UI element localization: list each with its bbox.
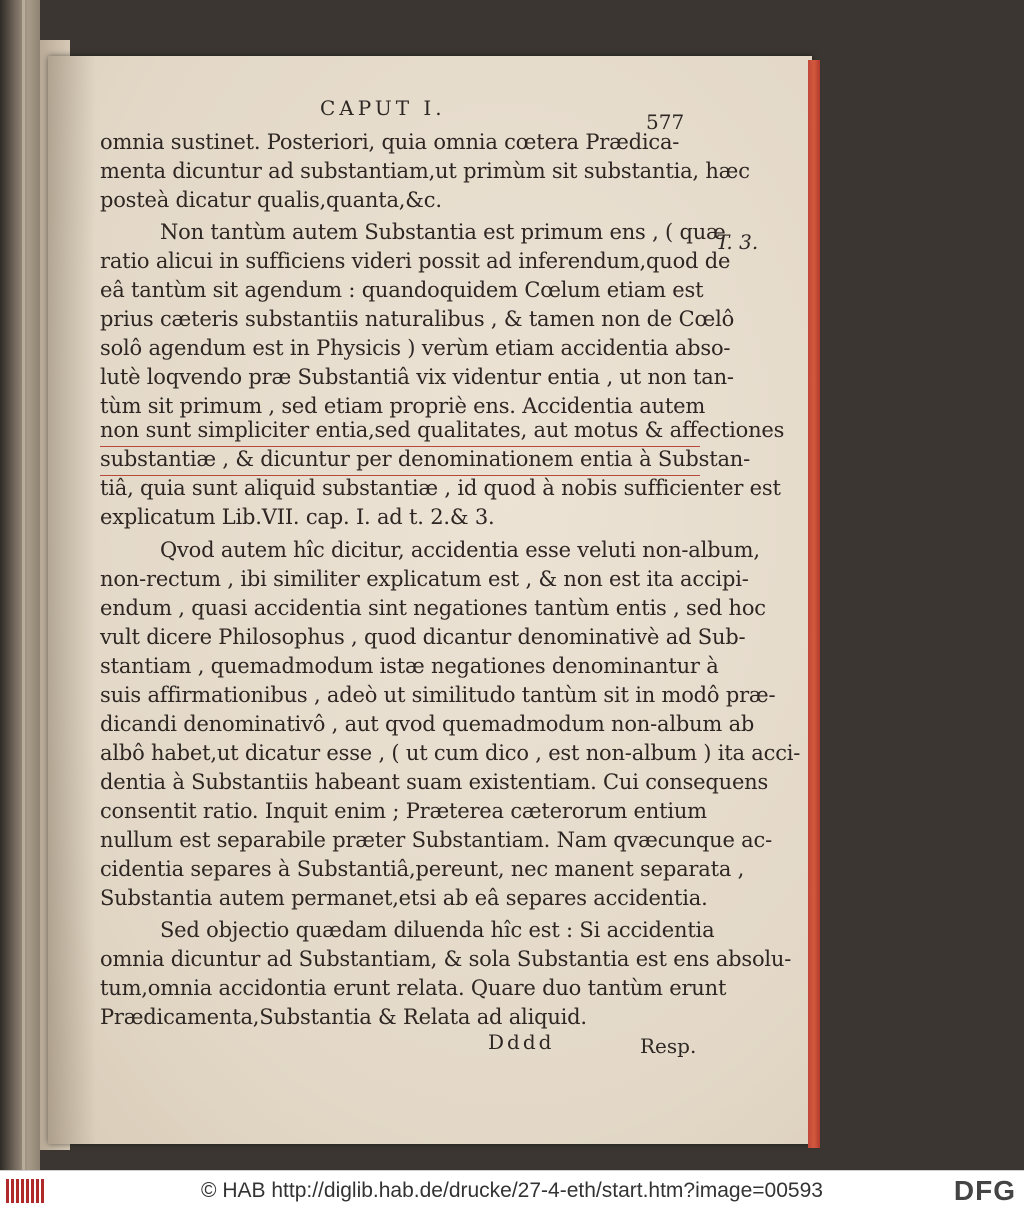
catchword-next: Resp. [640,1034,697,1058]
footer-bar [0,1170,1024,1210]
catchword: Dddd [488,1030,555,1054]
text-line: cidentia separes à Substantiâ,pereunt, nec manent separata , [100,857,745,881]
text-line: Qvod autem hîc dicitur, accidentia esse veluti non-album, [160,538,760,562]
text-line: nullum est separabile præter Substantiam. Nam qvæcunque ac- [100,828,772,852]
text-line: consentit ratio. Inquit enim ; Præterea cæterorum entium [100,799,707,823]
text-line: omnia sustinet. Posteriori, quia omnia cœtera Prædica- [100,130,680,154]
running-header: CAPUT I. [320,96,446,120]
text-line: lutè loqvendo præ Substantiâ vix videntur entia , ut non tan- [100,365,734,389]
text-line: dicandi denominativô , aut qvod quemadmodum non-album ab [100,712,755,736]
text-line: prius cæteris substantiis naturalibus , & tamen non de Cœlô [100,307,735,331]
text-line: suis affirmationibus , adeò ut similitudo tantùm sit in modô præ- [100,683,776,707]
book-spine-edge [0,0,40,1170]
copyright-link[interactable]: © HAB http://diglib.hab.de/drucke/27-4-eth/start.htm?image=00593 [201,1179,823,1202]
text-line: explicatum Lib.VII. cap. I. ad t. 2.& 3. [100,505,495,529]
text-line: tùm sit primum , sed etiam propriè ens. Accidentia autem [100,394,706,418]
text-line: Non tantùm autem Substantia est primum ens , ( quæ [160,220,726,244]
text-line: tiâ, quia sunt aliquid substantiæ , id quod à nobis sufficienter est [100,476,781,500]
text-line: albô habet,ut dicatur esse , ( ut cum dico , est non-album ) ita acci- [100,741,801,765]
page-number: 577 [646,110,685,134]
text-line: non-rectum , ibi similiter explicatum est , & non est ita accipi- [100,567,749,591]
page-gutter-shadow [48,56,96,1144]
margin-note: T. 3. [716,230,759,254]
text-line: non sunt simpliciter entia,sed qualitates, aut motus & affectiones [100,418,700,447]
text-line: Substantia autem permanet,etsi ab eâ separes accidentia. [100,886,708,910]
text-line: omnia dicuntur ad Substantiam, & sola Substantia est ens absolu- [100,947,792,971]
text-line: stantiam , quemadmodum istæ negationes denominantur à [100,654,719,678]
text-line: vult dicere Philosophus , quod dicantur denominativè ad Sub- [100,625,746,649]
text-line: substantiæ , & dicuntur per denominationem entia à Substan- [100,447,700,476]
text-line: posteà dicatur qualis,quanta,&c. [100,188,442,212]
text-line: dentia à Substantiis habeant suam existentiam. Cui consequens [100,770,769,794]
text-line: eâ tantùm sit agendum : quandoquidem Cœlum etiam est [100,278,704,302]
text-line: solô agendum est in Physicis ) verùm etiam accidentia abso- [100,336,731,360]
page-edge-red [808,60,820,1148]
text-line: menta dicuntur ad substantiam,ut primùm sit substantia, hæc [100,159,750,183]
text-line: Prædicamenta,Substantia & Relata ad aliquid. [100,1005,587,1029]
text-line: ratio alicui in sufficiens videri possit ad inferendum,quod de [100,249,731,273]
text-line: tum,omnia accidontia erunt relata. Quare duo tantùm erunt [100,976,727,1000]
dfg-logo: DFG [953,1175,1016,1206]
text-line: Sed objectio quædam diluenda hîc est : Si accidentia [160,918,715,942]
text-line: endum , quasi accidentia sint negationes tantùm entis , sed hoc [100,596,766,620]
